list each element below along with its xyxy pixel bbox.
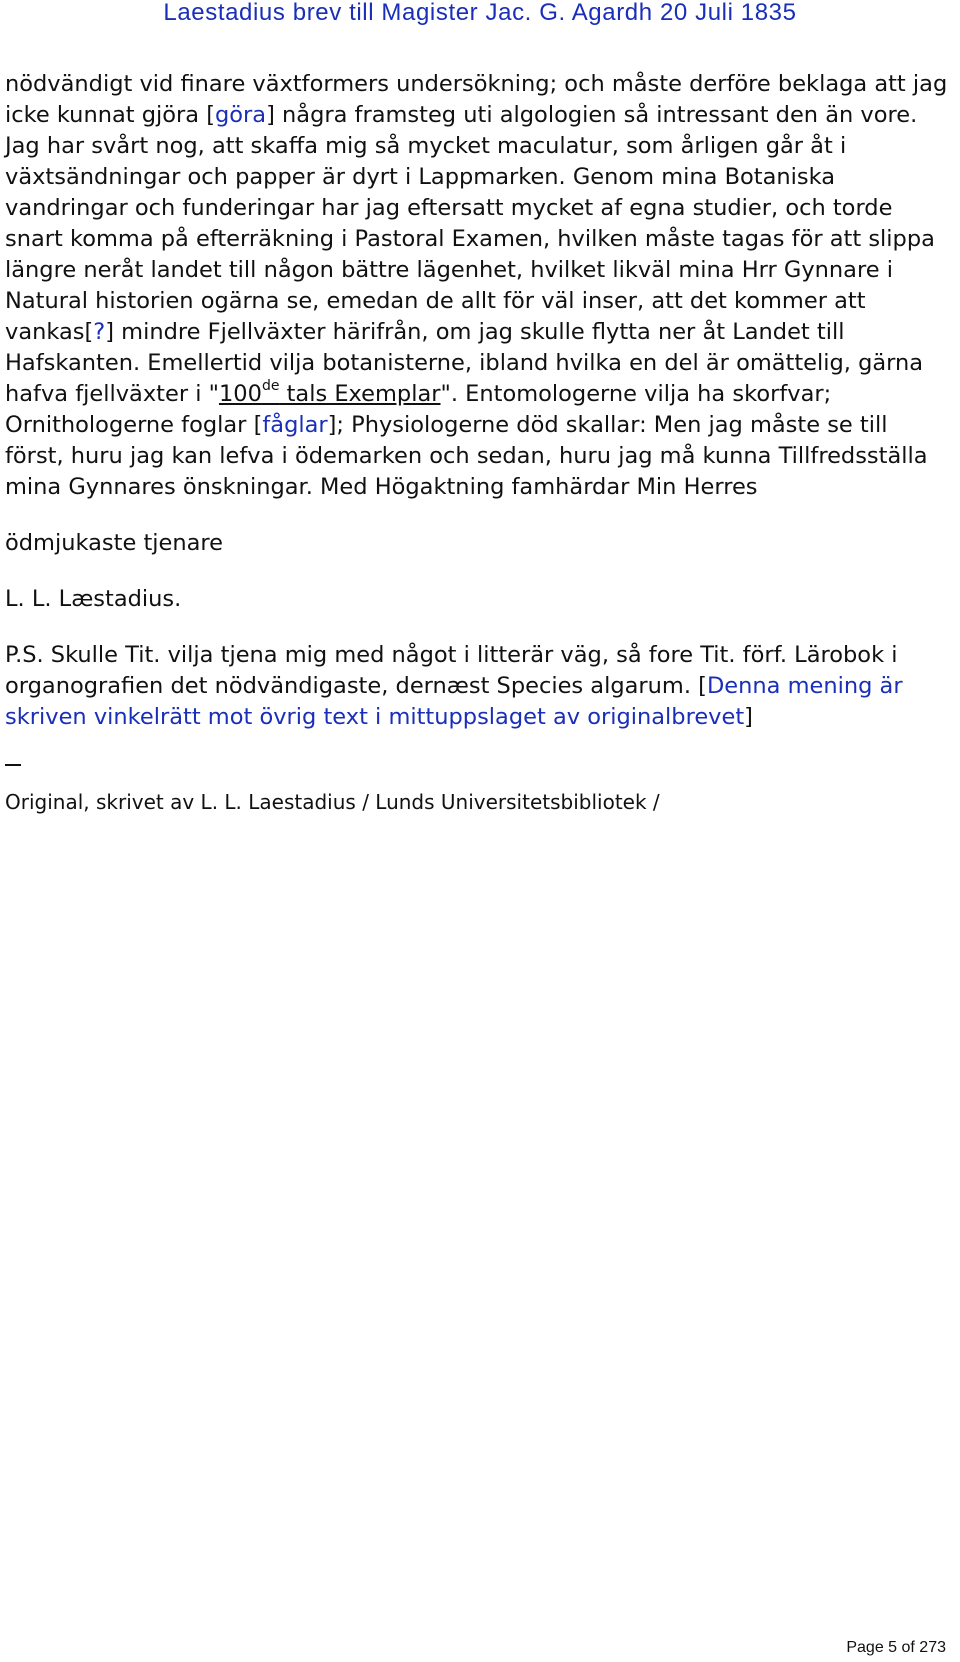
letter-text: ]; Physiologerne död skallar: Men jag måste se till först, huru jag kan lefva i ödemarken och sedan, huru jag må kunna Tillfredsställa mina Gynnares önskningar. Med Högaktning famhärdar Min Herres (5, 412, 928, 500)
underlined-text (218, 377, 441, 407)
editorial-note: Denna mening är skriven vinkelrätt mot övrig text i mittuppslaget av originalbrevet (5, 673, 903, 730)
separator-rule (5, 764, 21, 766)
letter-text: ". Entomologerne vilja ha skorfvar; Ornithologerne foglar [ (5, 381, 832, 438)
editorial-note: ? (93, 319, 106, 345)
letter-body (5, 69, 950, 815)
editorial-note: göra (215, 102, 267, 128)
letter-text: ] några framsteg uti algologien så intressant den än vore. Jag har svårt nog, att skaffa mig så mycket maculatur, som årligen går åt i växtsändningar och papper är dyrt i Lappmarken. Genom mina Botaniska vandringar och funderingar har jag eftersatt mycket af egna studier, och torde snart komma på efterräkning i Pastoral Examen, hvilken måste tagas för att slippa längre neråt landet till någon bättre lägenhet, hvilket likväl mina Hrr Gynnare i Natural historien ogärna se, emedan de allt för väl inser, att det kommer att vankas[ (5, 102, 935, 345)
page-title: Laestadius brev till Magister Jac. G. Agardh 20 Juli 1835 (163, 0, 797, 26)
closing-line: ödmjukaste tjenare (5, 530, 224, 556)
superscript: de (261, 377, 280, 394)
letter-text: ] mindre Fjellväxter härifrån, om jag skulle flytta ner åt Landet till Hafskanten. Emellertid vilja botanisterne, ibland hvilka en del är omättelig, gärna hafva fjellväxter i " (5, 319, 924, 407)
page-number: Page 5 of 273 (846, 1639, 946, 1656)
postscript-text: P.S. Skulle Tit. vilja tjena mig med något i litterär väg, så fore Tit. förf. Lärobok i organografien det nödvändigaste, dernæst Species algarum. [ (5, 642, 898, 699)
editorial-note: fåglar (262, 412, 328, 438)
source-line: Original, skrivet av L. L. Laestadius / Lunds Universitetsbibliotek / (5, 790, 660, 814)
postscript (5, 640, 950, 733)
letter-text: nödvändigt vid finare växtformers undersökning; och måste derföre beklaga att jag icke kunnat gjöra [ (5, 71, 948, 128)
underlined-number: 100 (218, 381, 262, 407)
postscript-text: ] (744, 704, 753, 730)
underlined-phrase: tals Exemplar (279, 381, 441, 407)
signature: L. L. Læstadius. (5, 586, 182, 612)
letter-paragraph (5, 69, 950, 503)
